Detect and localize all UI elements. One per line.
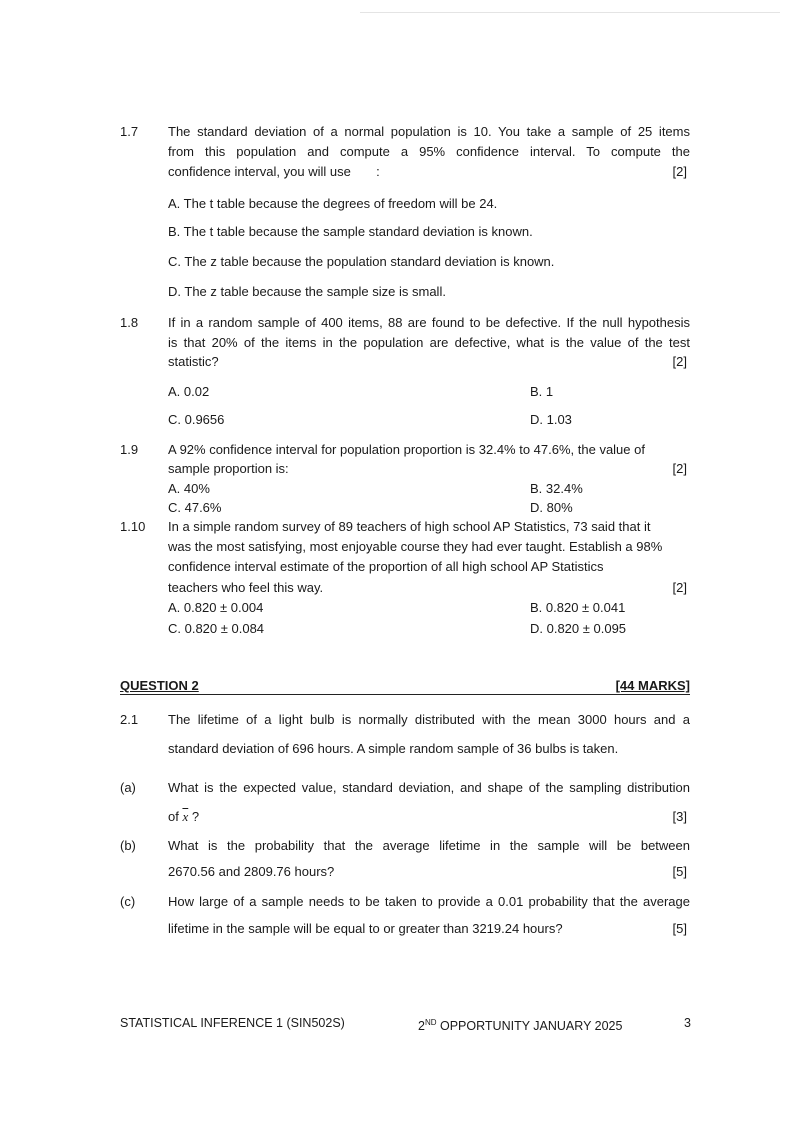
superscript: ND — [424, 1018, 437, 1027]
option-d: D. 80% — [530, 500, 573, 515]
question-text: statistic? — [168, 354, 219, 369]
question-number: 1.9 — [120, 442, 139, 457]
option-a: A. 0.02 — [168, 384, 210, 399]
question-text: 2670.56 and 2809.76 hours? — [168, 864, 335, 879]
x-bar-symbol: $\overline{x}$ — [182, 809, 189, 824]
section-title: QUESTION 2 — [120, 678, 199, 693]
option-d: D. 1.03 — [530, 412, 572, 427]
option-c: C. 0.820 ± 0.084 — [168, 621, 265, 636]
text: OPPORTUNITY JANUARY 2025 — [436, 1019, 623, 1034]
option-c: C. The z table because the population standard deviation is known. — [168, 254, 555, 269]
scan-edge-line — [360, 12, 780, 13]
option-b: B. 1 — [530, 384, 554, 399]
footer-opportunity — [418, 1014, 622, 1035]
text: of — [168, 809, 179, 824]
question-text: was the most satisfying, most enjoyable course they had ever taught. Establish a 98% — [168, 539, 663, 554]
question-number: (c) — [120, 894, 136, 909]
question-text: The standard deviation of a normal population is 10. You take a sample of 25 items — [168, 124, 690, 139]
question-text: If in a random sample of 400 items, 88 are found to be defective. If the null hypothesis — [168, 315, 690, 330]
question-text: standard deviation of 696 hours. A simple random sample of 36 bulbs is taken. — [168, 741, 619, 756]
option-b: B. The t table because the sample standard deviation is known. — [168, 224, 533, 239]
question-text: What is the probability that the average lifetime in the sample will be between — [168, 838, 690, 853]
question-number: 2.1 — [120, 712, 139, 727]
text: ? — [191, 809, 200, 824]
option-c: C. 47.6% — [168, 500, 222, 515]
question-text: What is the expected value, standard deviation, and shape of the sampling distribution — [168, 780, 690, 795]
option-a: A. 0.820 ± 0.004 — [168, 600, 264, 615]
option-d: D. 0.820 ± 0.095 — [530, 621, 627, 636]
marks: [5] — [672, 864, 687, 879]
option-a: A. The t table because the degrees of freedom will be 24. — [168, 196, 498, 211]
marks: [5] — [672, 921, 687, 936]
question-text: How large of a sample needs to be taken to provide a 0.01 probability that the average — [168, 894, 690, 909]
marks: [2] — [672, 461, 687, 476]
marks: [3] — [672, 809, 687, 824]
question-text: A 92% confidence interval for population proportion is 32.4% to 47.6%, the value of — [168, 442, 645, 457]
footer-course: STATISTICAL INFERENCE 1 (SIN502S) — [120, 1016, 345, 1030]
question-text: sample proportion is: — [168, 461, 289, 476]
question-text: confidence interval estimate of the proportion of all high school AP Statistics — [168, 559, 604, 574]
marks: [2] — [672, 164, 687, 179]
question-text: In a simple random survey of 89 teachers of high school AP Statistics, 73 said that it — [168, 519, 651, 534]
question-text: lifetime in the sample will be equal to or greater than 3219.24 hours? — [168, 921, 563, 936]
marks: [2] — [672, 354, 687, 369]
section-underline — [120, 694, 690, 695]
question-text: confidence interval, you will use : — [168, 164, 380, 179]
page-number: 3 — [684, 1016, 691, 1030]
question-number: 1.8 — [120, 315, 139, 330]
section-marks: [44 MARKS] — [615, 678, 690, 693]
option-c: C. 0.9656 — [168, 412, 225, 427]
text: 2 — [418, 1019, 425, 1034]
question-number: (b) — [120, 838, 136, 853]
option-b: B. 0.820 ± 0.041 — [530, 600, 626, 615]
question-text: teachers who feel this way. — [168, 580, 324, 595]
question-text: from this population and compute a 95% confidence interval. To compute the — [168, 144, 690, 159]
question-text — [168, 808, 690, 826]
option-d: D. The z table because the sample size is small. — [168, 284, 446, 299]
question-number: (a) — [120, 780, 136, 795]
question-number: 1.10 — [120, 519, 146, 534]
marks: [2] — [672, 580, 687, 595]
question-text: The lifetime of a light bulb is normally distributed with the mean 3000 hours and a — [168, 712, 690, 727]
option-a: A. 40% — [168, 481, 210, 496]
question-number: 1.7 — [120, 124, 139, 139]
option-b: B. 32.4% — [530, 481, 583, 496]
question-text: is that 20% of the items in the population are defective, what is the value of the test — [168, 335, 690, 350]
